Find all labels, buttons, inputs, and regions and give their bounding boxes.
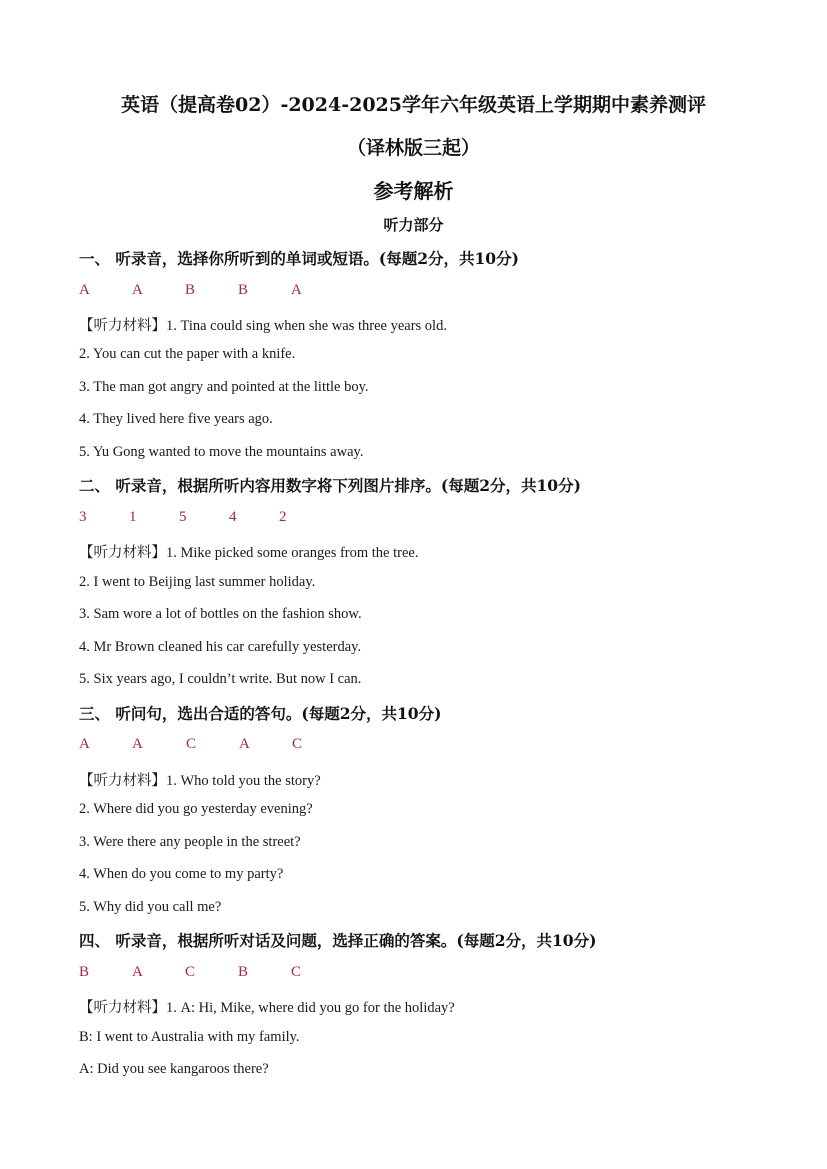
answer: C	[185, 964, 196, 980]
material-line	[79, 769, 321, 790]
answer: 4	[229, 509, 237, 525]
material-line: B: I went to Australia with my family.	[79, 1029, 300, 1045]
answer: A	[79, 736, 90, 752]
material-line: A: Did you see kangaroos there?	[79, 1061, 269, 1077]
answer: 1	[129, 509, 137, 525]
answer: B	[238, 282, 249, 298]
section-3-heading: 三、 听问句，选出合适的答句。(每题2分，共10分)	[79, 704, 442, 723]
material-line: 5. Why did you call me?	[79, 899, 222, 915]
material-line: 3. The man got angry and pointed at the little boy.	[79, 379, 369, 395]
material-tag: 【听力材料】	[79, 773, 166, 789]
answer: B	[238, 964, 249, 980]
material-text: 1. Mike picked some oranges from the tree.	[166, 545, 419, 561]
material-line: 5. Six years ago, I couldn’t write. But now I can.	[79, 671, 362, 687]
section-2-heading: 二、 听录音，根据所听内容用数字将下列图片排序。(每题2分，共10分)	[79, 476, 581, 495]
material-text: 1. Tina could sing when she was three years old.	[166, 318, 447, 334]
answer: A	[132, 964, 143, 980]
answer: 2	[279, 509, 287, 525]
section-1-heading: 一、 听录音，选择你所听到的单词或短语。(每题2分，共10分)	[79, 249, 519, 268]
document-edition: （译林版三起）	[346, 137, 480, 159]
answer: 3	[79, 509, 87, 525]
answer: C	[186, 736, 197, 752]
document-title: 英语（提高卷02）-2024-2025学年六年级英语上学期期中素养测评	[121, 94, 706, 116]
material-text: 1. Who told you the story?	[166, 773, 321, 789]
material-line: 2. Where did you go yesterday evening?	[79, 801, 313, 817]
document-subtitle: 参考解析	[373, 179, 454, 203]
answer: A	[132, 736, 143, 752]
material-line: 2. I went to Beijing last summer holiday.	[79, 574, 316, 590]
material-line: 4. When do you come to my party?	[79, 866, 284, 882]
section-4-heading: 四、 听录音，根据所听对话及问题，选择正确的答案。(每题2分，共10分)	[79, 931, 597, 950]
material-tag: 【听力材料】	[79, 545, 166, 561]
answer: 5	[179, 509, 187, 525]
material-line: 5. Yu Gong wanted to move the mountains away.	[79, 444, 364, 460]
answer: A	[239, 736, 250, 752]
material-line: 4. They lived here five years ago.	[79, 411, 273, 427]
answer: A	[79, 282, 90, 298]
material-line	[79, 996, 455, 1017]
answer: A	[132, 282, 143, 298]
answer: C	[291, 964, 302, 980]
material-text: 1. A: Hi, Mike, where did you go for the holiday?	[166, 1000, 455, 1016]
answer: A	[291, 282, 302, 298]
material-line	[79, 541, 418, 562]
answer: B	[79, 964, 90, 980]
material-line: 3. Sam wore a lot of bottles on the fashion show.	[79, 606, 362, 622]
material-tag: 【听力材料】	[79, 1000, 166, 1016]
part-heading: 听力部分	[383, 216, 444, 234]
material-line: 3. Were there any people in the street?	[79, 834, 301, 850]
material-tag: 【听力材料】	[79, 318, 166, 334]
material-line: 4. Mr Brown cleaned his car carefully yesterday.	[79, 639, 362, 655]
answer: C	[292, 736, 303, 752]
material-line	[79, 314, 447, 335]
material-line: 2. You can cut the paper with a knife.	[79, 346, 296, 362]
answer: B	[185, 282, 196, 298]
